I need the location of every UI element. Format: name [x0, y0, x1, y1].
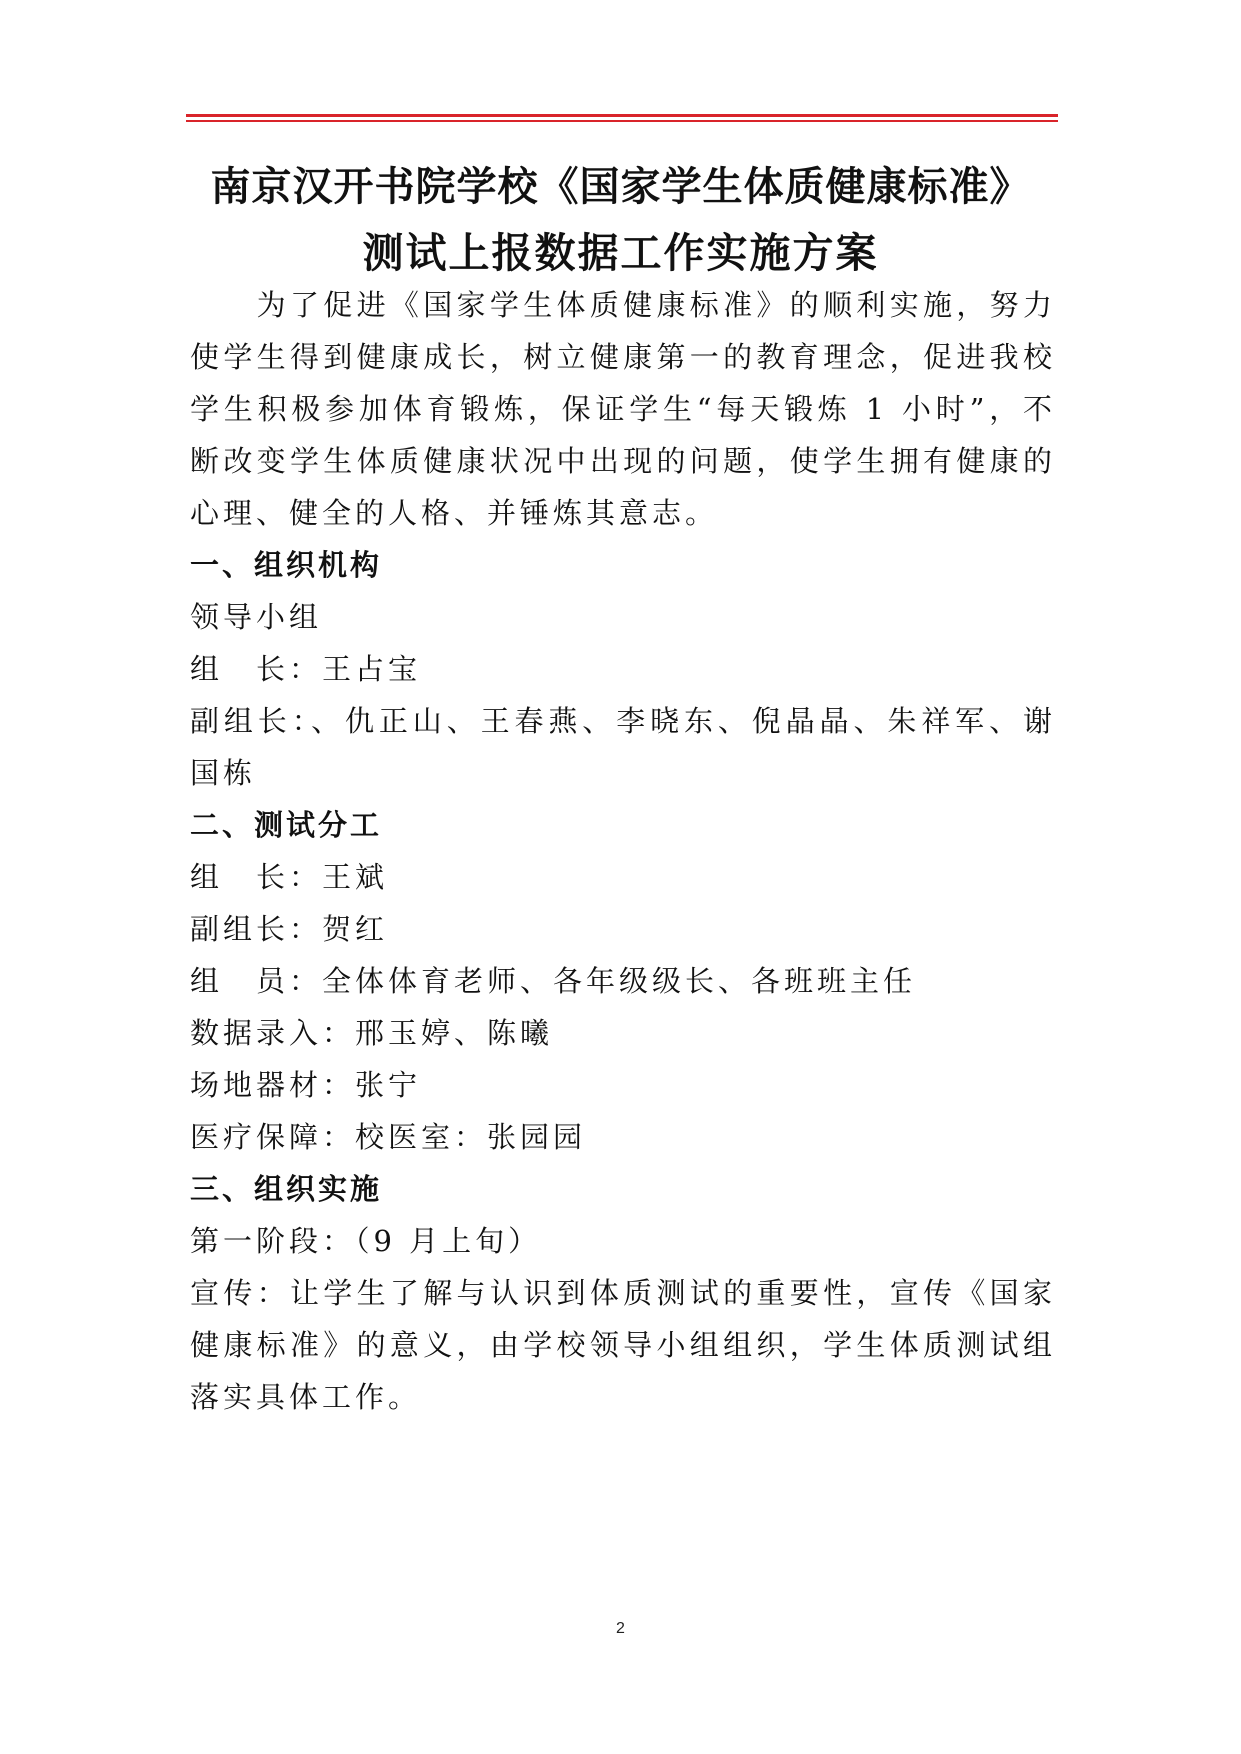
publicity-line-3: 落实具体工作。: [190, 1380, 422, 1414]
testing-deputy: 副组长：贺红: [190, 912, 389, 946]
document-title-line-1: 南京汉开书院学校《国家学生体质健康标准》: [210, 164, 1031, 210]
intro-line-3: 学生积极参加体育锻炼，保证学生“每天锻炼 1 小时”，不: [190, 392, 1056, 426]
section-heading-implementation: 三、组织实施: [190, 1172, 383, 1206]
leadership-deputies-line-1: 副组长：、仇正山、王春燕、李晓东、倪晶晶、朱祥军、谢: [190, 704, 1056, 738]
header-rule-thin: [186, 120, 1058, 122]
intro-line-4: 断改变学生体质健康状况中出现的问题，使学生拥有健康的: [190, 444, 1056, 478]
leadership-group-label: 领导小组: [190, 600, 323, 634]
header-rule-thick: [186, 114, 1058, 117]
intro-line-5: 心理、健全的人格、并锤炼其意志。: [190, 496, 719, 530]
section-heading-organization: 一、组织机构: [190, 548, 383, 582]
section-heading-testing-division: 二、测试分工: [190, 808, 383, 842]
testing-venue-equipment: 场地器材：张宁: [190, 1068, 422, 1102]
document-title-line-2: 测试上报数据工作实施方案: [362, 229, 879, 277]
testing-members: 组 员：全体体育老师、各年级级长、各班班主任: [190, 964, 917, 998]
testing-data-entry: 数据录入：邢玉婷、陈曦: [190, 1016, 554, 1050]
leadership-leader: 组 长：王占宝: [190, 652, 422, 686]
publicity-line-1: 宣传：让学生了解与认识到体质测试的重要性，宣传《国家: [190, 1276, 1056, 1310]
page-number: 2: [616, 1620, 625, 1637]
intro-line-1: 为了促进《国家学生体质健康标准》的顺利实施，努力: [190, 288, 1056, 322]
testing-leader: 组 长：王斌: [190, 860, 389, 894]
intro-line-2: 使学生得到健康成长，树立健康第一的教育理念，促进我校: [190, 340, 1056, 374]
testing-medical-support: 医疗保障：校医室：张园园: [190, 1120, 587, 1154]
header-double-rule: [186, 114, 1058, 123]
leadership-deputies-line-2: 国栋: [190, 756, 257, 790]
publicity-line-2: 健康标准》的意义，由学校领导小组组织，学生体质测试组: [190, 1328, 1056, 1362]
stage-one-label: 第一阶段：（9 月上旬）: [190, 1224, 542, 1258]
